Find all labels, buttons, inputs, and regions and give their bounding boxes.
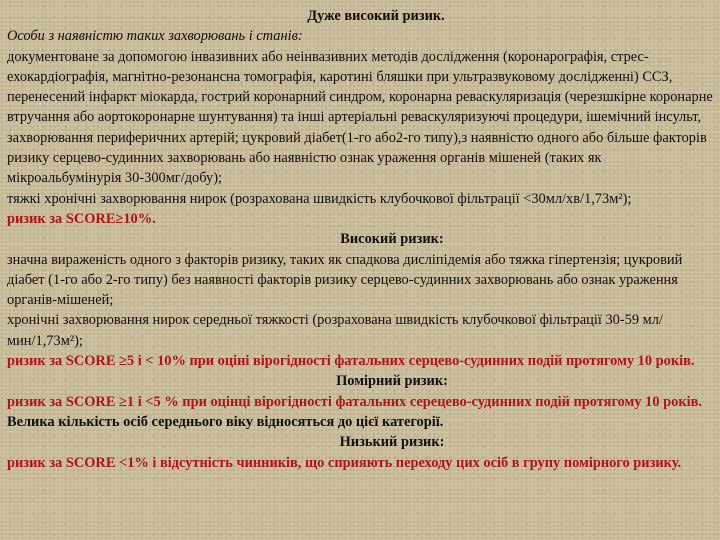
risk-categories-slide: [7, 6, 713, 473]
moderate-risk-score: ризик за SCORE ≥1 і <5 % при оцінці вірогідності фатальних серецево-судинних подій протягому 10 років.: [7, 393, 702, 410]
very-high-risk-score: ризик за SCORE≥10%.: [7, 210, 156, 227]
moderate-risk-block: [7, 392, 713, 433]
low-risk-score: ризик за SCORE <1% і відсутність чинників, що сприяють переходу цих осіб в групу помірного ризику.: [7, 454, 682, 471]
high-risk-score: ризик за SCORE ≥5 і < 10% при оціні вірогідності фатальних серцево-судинних подій протягому 10 років.: [7, 353, 695, 370]
low-risk-heading: Низький ризик:: [339, 434, 445, 451]
very-high-risk-heading: Дуже високий ризик.: [307, 8, 445, 24]
high-risk-conditions: значна вираженість одного з факторів ризику, таких як спадкова дисліпідемія або тяжка гіпертензія; цукровий діабет (1-го або 2-го типу) без наявності факторів ризику серцево-судинних захворювань або ознак ураження органів-мішеней;: [7, 251, 683, 309]
very-high-risk-kidney: тяжкі хронічні захворювання нирок (розрахована швидкість клубочкової фільтрації <30мл/хв/1,73м²);: [7, 190, 632, 207]
moderate-risk-heading: Помірний ризик:: [336, 373, 448, 390]
high-risk-heading: Високий ризик:: [340, 231, 444, 248]
very-high-risk-conditions: документоване за допомогою інвазивних або неінвазивних методів дослідження (коронарографія, стрес-ехокардіографія, магнітно-резонансна томографія, каротині бляшки при ультразвуковому дослідженні) ССЗ, перенесений інфаркт міокарда, гострий коронарний синдром, коронарна реваскуляризація (черезшкірне коронарне втручання або аортокоронарне шунтування) та інші артеріальні реваскуляризуючі процедури, ішемічний інсульт, захворювання периферичних артерій; цукровий діабет(1-го або2-го типу),з наявністю одного або більше факторів ризику серцево-судинних захворювань або наявністю ознак ураження органів мішеней (таких як мікроальбумінурія 30-300мг/добу);: [7, 48, 713, 187]
high-risk-kidney: хронічні захворювання нирок середньої тяжкості (розрахована швидкість клубочкової фільтрації 30-59 мл/мин/1,73м²);: [7, 312, 663, 349]
moderate-risk-note: Велика кількість осіб середнього віку відносяться до цієї категорії.: [7, 413, 444, 430]
very-high-risk-intro: Особи з наявністю таких захворювань і станів:: [7, 28, 303, 45]
